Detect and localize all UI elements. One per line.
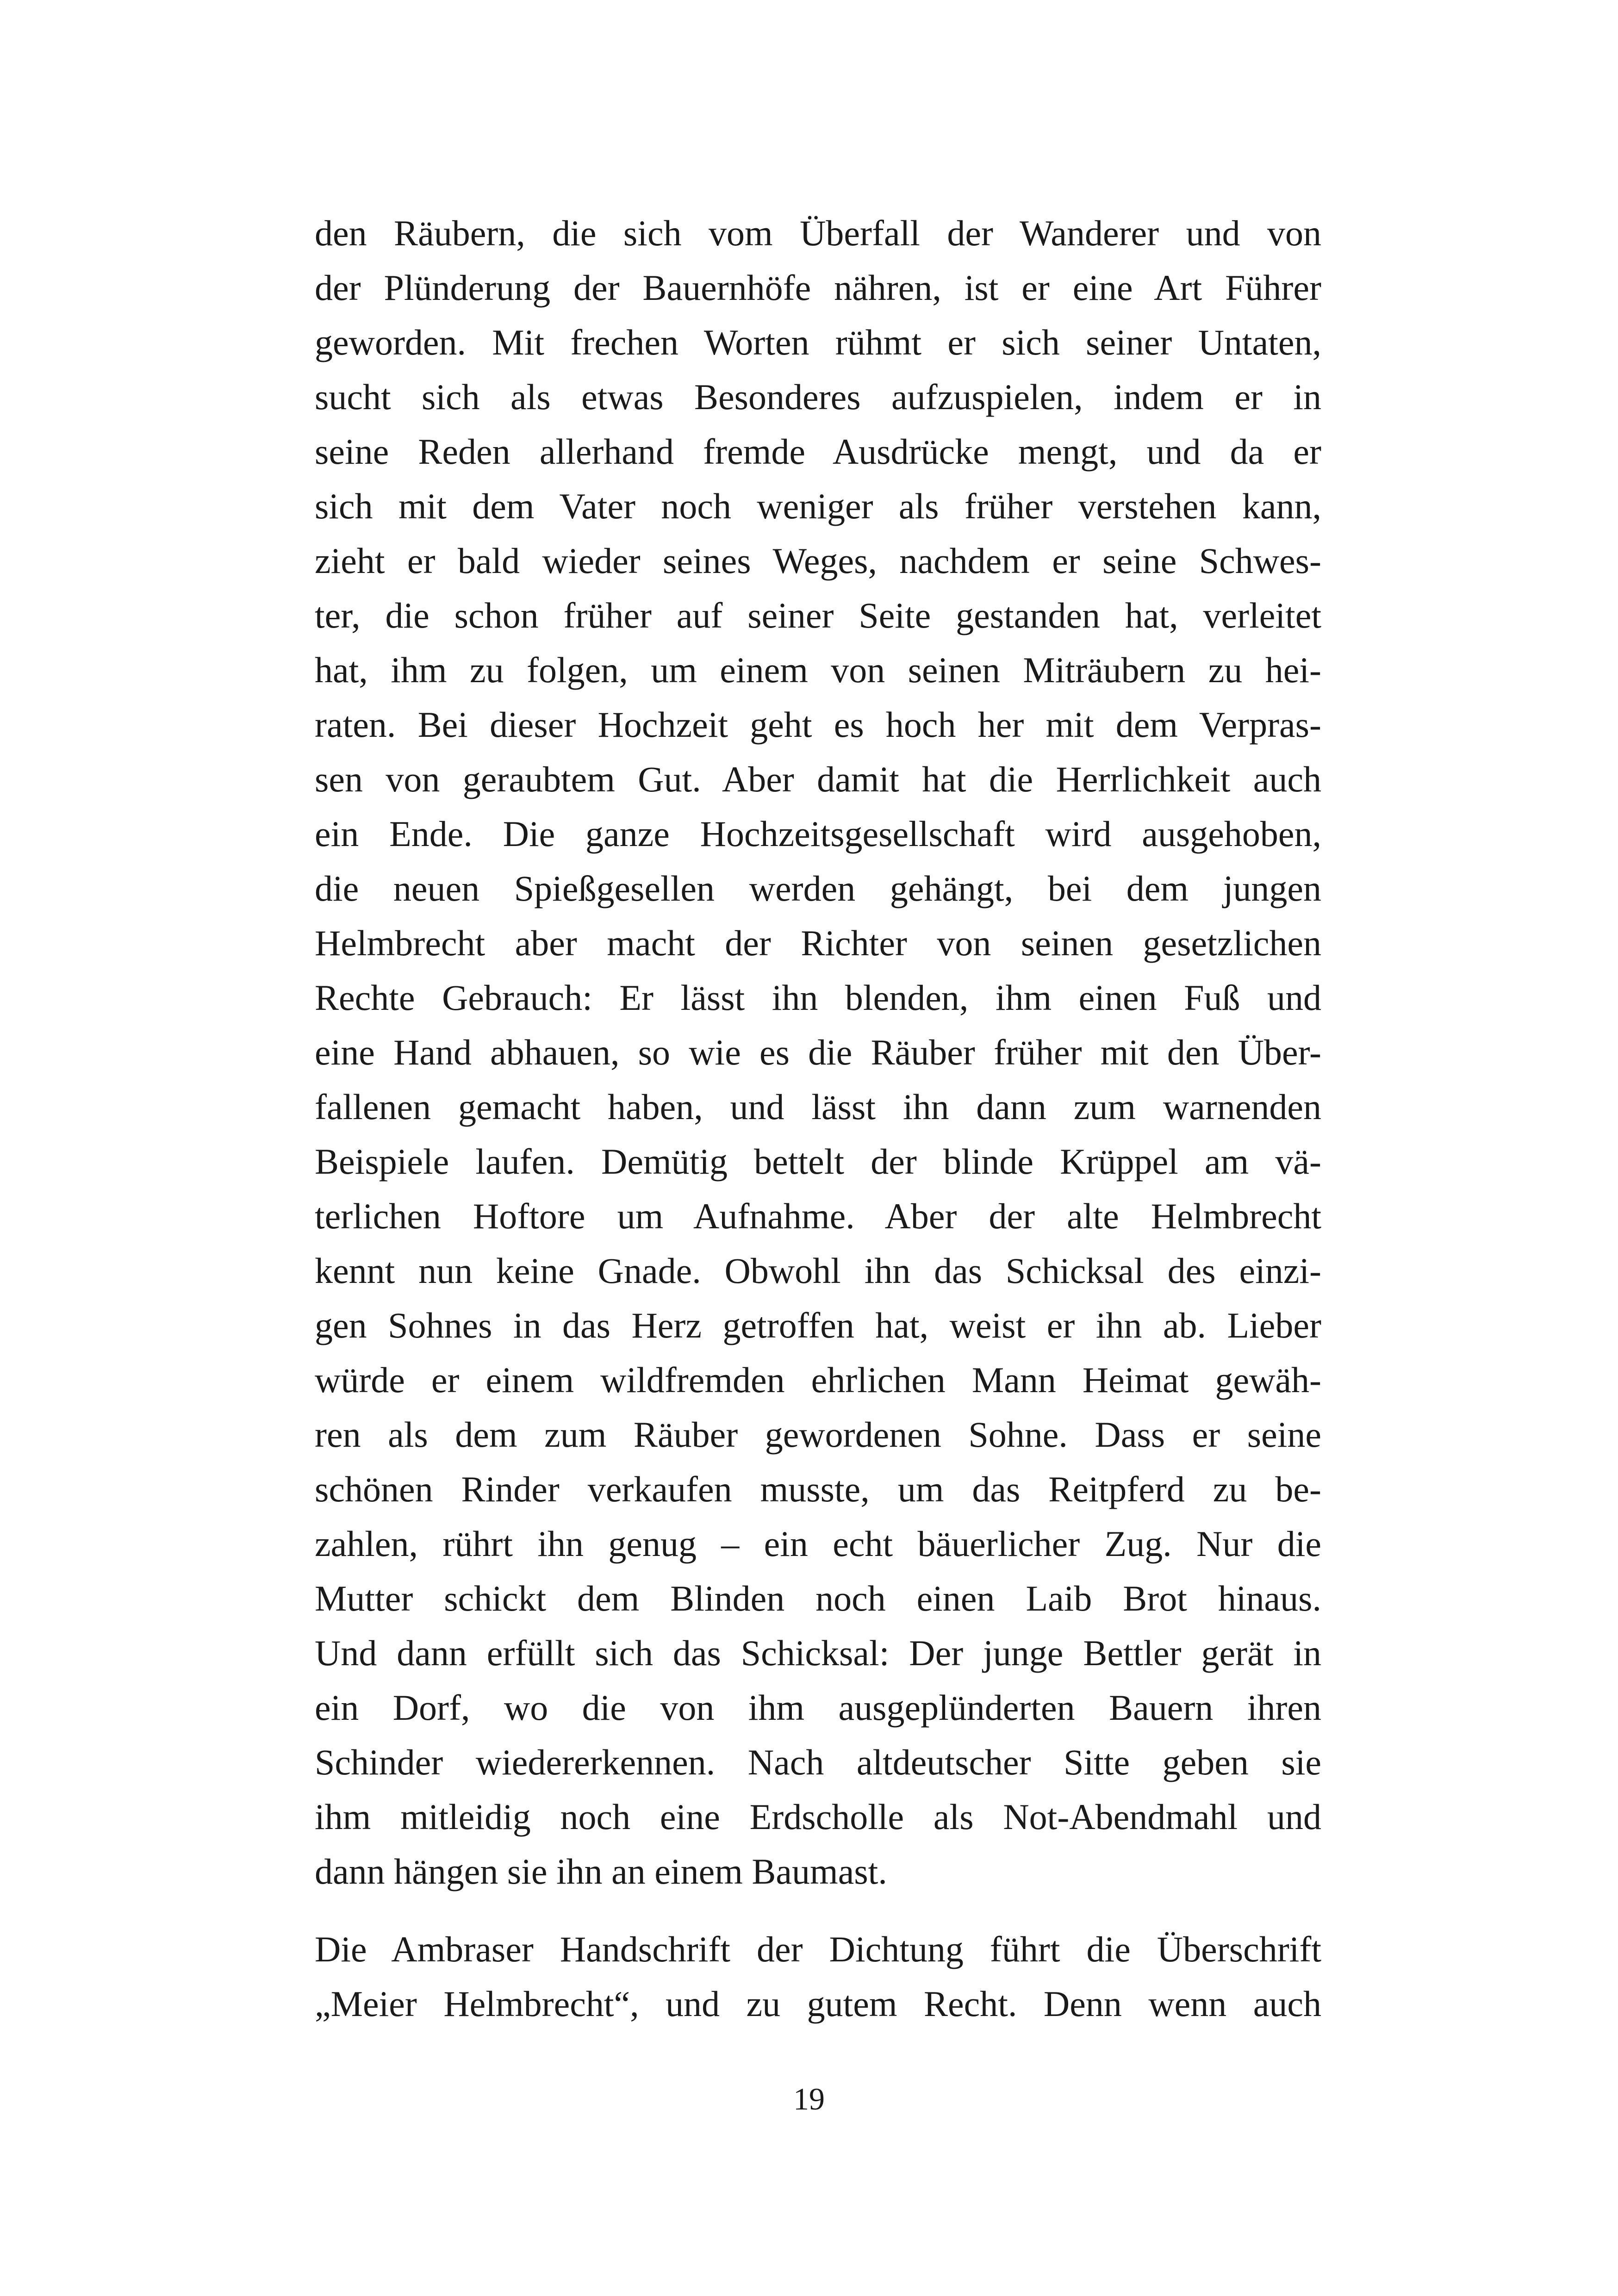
page-number: 19 — [793, 2081, 825, 2116]
text-line: würde er einem wildfremden ehrlichen Mann Heimat gewäh- — [315, 1360, 1321, 1400]
text-line: Helmbrecht aber macht der Richter von seinen gesetzlichen — [315, 923, 1321, 963]
text-line: ein Dorf, wo die von ihm ausgeplünderten Bauern ihren — [315, 1687, 1321, 1728]
paragraph-1 — [315, 206, 1321, 1899]
text-line: kennt nun keine Gnade. Obwohl ihn das Schicksal des einzi- — [315, 1251, 1321, 1291]
text-line: seine Reden allerhand fremde Ausdrücke mengt, und da er — [315, 431, 1321, 472]
text-line: hat, ihm zu folgen, um einem von seinen Miträubern zu hei- — [315, 650, 1321, 690]
paragraph-2 — [315, 1922, 1321, 2031]
text-line: Rechte Gebrauch: Er lässt ihn blenden, ihm einen Fuß und — [315, 977, 1321, 1018]
text-line: zieht er bald wieder seines Weges, nachdem er seine Schwes- — [315, 541, 1321, 581]
text-line: sen von geraubtem Gut. Aber damit hat die Herrlichkeit auch — [315, 759, 1321, 799]
text-line: Die Ambraser Handschrift der Dichtung führt die Überschrift — [315, 1929, 1321, 1969]
text-line: den Räubern, die sich vom Überfall der Wanderer und von — [315, 213, 1321, 253]
text-line: Schinder wiedererkennen. Nach altdeutscher Sitte geben sie — [315, 1742, 1321, 1782]
text-line: schönen Rinder verkaufen musste, um das Reitpferd zu be- — [315, 1469, 1321, 1509]
text-line: ren als dem zum Räuber gewordenen Sohne. Dass er seine — [315, 1414, 1321, 1455]
text-line: Und dann erfüllt sich das Schicksal: Der junge Bettler gerät in — [315, 1633, 1321, 1673]
text-line: „Meier Helmbrecht“, und zu gutem Recht. Denn wenn auch — [315, 1984, 1321, 2024]
text-line: ter, die schon früher auf seiner Seite gestanden hat, verleitet — [315, 595, 1321, 635]
text-line: ihm mitleidig noch eine Erdscholle als Not-Abendmahl und — [315, 1797, 1321, 1837]
text-line: Mutter schickt dem Blinden noch einen Laib Brot hinaus. — [315, 1578, 1321, 1618]
text-line: der Plünderung der Bauernhöfe nähren, ist er eine Art Führer — [315, 268, 1321, 308]
text-line: eine Hand abhauen, so wie es die Räuber früher mit den Über- — [315, 1032, 1321, 1072]
text-line: raten. Bei dieser Hochzeit geht es hoch her mit dem Verpras- — [315, 704, 1321, 745]
text-line: die neuen Spießgesellen werden gehängt, bei dem jungen — [315, 868, 1321, 908]
text-line: zahlen, rührt ihn genug – ein echt bäuerlicher Zug. Nur die — [315, 1524, 1321, 1564]
text-line: fallenen gemacht haben, und lässt ihn dann zum warnenden — [315, 1087, 1321, 1127]
text-line: geworden. Mit frechen Worten rühmt er sich seiner Untaten, — [315, 322, 1321, 362]
text-line: gen Sohnes in das Herz getroffen hat, weist er ihn ab. Lieber — [315, 1305, 1321, 1345]
paragraph-spacer — [315, 1899, 1321, 1922]
text-line: sich mit dem Vater noch weniger als früher verstehen kann, — [315, 486, 1321, 526]
text-line: ein Ende. Die ganze Hochzeitsgesellschaft wird ausgehoben, — [315, 814, 1321, 854]
text-line: sucht sich als etwas Besonderes aufzuspielen, indem er in — [315, 377, 1321, 417]
body-text — [315, 206, 1321, 2031]
text-line: Beispiele laufen. Demütig bettelt der blinde Krüppel am vä- — [315, 1141, 1321, 1182]
text-line: dann hängen sie ihn an einem Baumast. — [315, 1851, 887, 1892]
text-line: terlichen Hoftore um Aufnahme. Aber der alte Helmbrecht — [315, 1196, 1321, 1236]
